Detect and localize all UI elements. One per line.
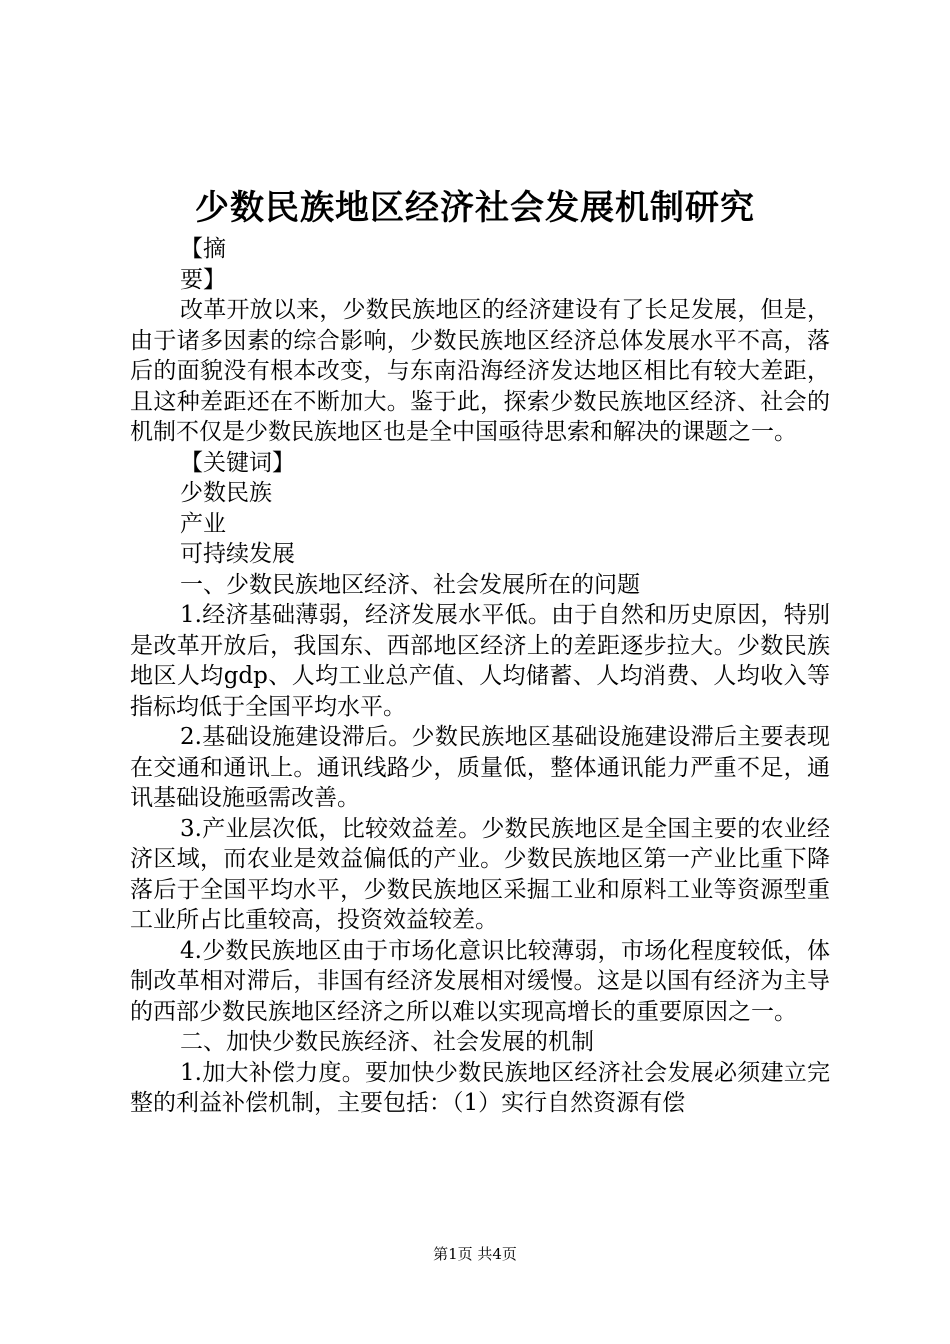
section-heading: 一、少数民族地区经济、社会发展所在的问题 [180,571,640,598]
abstract-label-part1: 【摘 [180,236,226,262]
body-paragraph: 2.基础设施建设滞后。少数民族地区基础设施建设滞后主要表现在交通和通讯上。通讯线路少，质量低，整体通讯能力严重不足，通讯基础设施亟需改善。 [130,724,830,811]
section-heading: 二、加快少数民族经济、社会发展的机制 [180,1029,594,1055]
page-number-footer: 第1页 共4页 [433,1245,517,1263]
body-paragraph: 1.经济基础薄弱，经济发展水平低。由于自然和历史原因，特别是改革开放后，我国东、西部地区经济上的差距逐步拉大。少数民族地区人均gdp、人均工业总产值、人均储蓄、人均消费、人均收入等指标均低于全国平均水平。 [130,602,830,720]
body-paragraph: 3.产业层次低，比较效益差。少数民族地区是全国主要的农业经济区域，而农业是效益偏低的产业。少数民族地区第一产业比重下降落后于全国平均水平，少数民族地区采掘工业和原料工业等资源型重工业所占比重较高，投资效益较差。 [130,815,830,933]
body-paragraph: 4.少数民族地区由于市场化意识比较薄弱，市场化程度较低，体制改革相对滞后，非国有经济发展相对缓慢。这是以国有经济为主导的西部少数民族地区经济之所以难以实现高增长的重要原因之一。 [130,937,830,1025]
body-paragraph: 1.加大补偿力度。要加快少数民族地区经济社会发展必须建立完整的利益补偿机制，主要包括：（1）实行自然资源有偿 [130,1059,830,1116]
keyword-item: 可持续发展 [180,541,295,567]
document-body [130,234,830,1119]
keyword-item: 产业 [180,510,226,537]
document-title: 少数民族地区经济社会发展机制研究 [195,188,755,228]
abstract-paragraph: 改革开放以来，少数民族地区的经济建设有了长足发展，但是，由于诸多因素的综合影响，少数民族地区经济总体发展水平不高，落后的面貌没有根本改变，与东南沿海经济发达地区相比有较大差距，且这种差距还在不断加大。鉴于此，探索少数民族地区经济、社会的机制不仅是少数民族地区也是全中国亟待思索和解决的课题之一。 [130,297,830,445]
keyword-item: 少数民族 [180,480,272,506]
abstract-label-part2: 要】 [180,266,226,293]
keywords-label: 【关键词】 [180,449,295,476]
